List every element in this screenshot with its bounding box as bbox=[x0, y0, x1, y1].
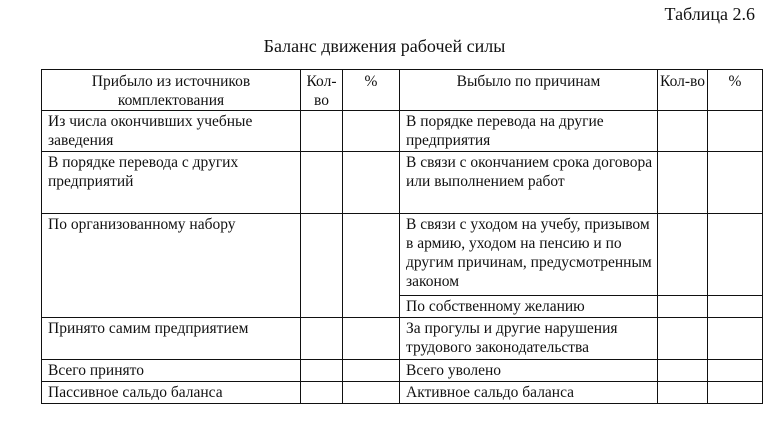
table-row bbox=[42, 382, 763, 404]
cell-empty bbox=[658, 296, 708, 318]
cell-empty bbox=[301, 382, 343, 404]
cell-empty bbox=[301, 152, 343, 214]
cell-study-army-pension: В связи с уходом на учебу, призывом в армию, уходом на пенсию и по другим причинам, предусмотренным законом bbox=[400, 214, 658, 296]
cell-total-dismissed: Всего уволено bbox=[400, 360, 658, 382]
cell-empty bbox=[708, 111, 763, 152]
cell-empty bbox=[658, 111, 708, 152]
cell-passive-balance: Пассивное сальдо баланса bbox=[42, 382, 301, 404]
table-row bbox=[42, 111, 763, 152]
table-row bbox=[42, 152, 763, 214]
cell-empty bbox=[301, 214, 343, 318]
cell-empty bbox=[708, 382, 763, 404]
cell-empty bbox=[658, 318, 708, 360]
cell-empty bbox=[708, 214, 763, 296]
table-title: Баланс движения рабочей силы bbox=[263, 36, 506, 56]
cell-empty bbox=[658, 214, 708, 296]
cell-empty bbox=[708, 152, 763, 214]
cell-empty bbox=[301, 111, 343, 152]
header-qty: Кол-во bbox=[301, 70, 343, 111]
cell-empty bbox=[658, 360, 708, 382]
cell-total-hired: Всего принято bbox=[42, 360, 301, 382]
cell-empty bbox=[301, 318, 343, 360]
header-percent-2: % bbox=[708, 70, 763, 111]
table-number: Таблица 2.6 bbox=[664, 4, 755, 24]
cell-empty bbox=[343, 360, 400, 382]
cell-absenteeism: За прогулы и другие нарушения трудового законодательства bbox=[400, 318, 658, 360]
cell-empty bbox=[343, 152, 400, 214]
table-row bbox=[42, 360, 763, 382]
cell-own-will: По собственному желанию bbox=[400, 296, 658, 318]
cell-empty bbox=[658, 152, 708, 214]
header-qty-2: Кол-во bbox=[658, 70, 708, 111]
cell-empty bbox=[301, 360, 343, 382]
header-arrived-sources: Прибыло из источников комплектования bbox=[42, 70, 301, 111]
cell-empty bbox=[708, 318, 763, 360]
header-left-reasons: Выбыло по причинам bbox=[400, 70, 658, 111]
cell-organized-recruitment: По организованному набору bbox=[42, 214, 301, 318]
table-row bbox=[42, 214, 763, 296]
header-row bbox=[42, 70, 763, 111]
header-percent: % bbox=[343, 70, 400, 111]
cell-empty bbox=[708, 360, 763, 382]
cell-empty bbox=[708, 296, 763, 318]
cell-hired-by-company: Принято самим предприятием bbox=[42, 318, 301, 360]
workforce-balance-table bbox=[41, 69, 763, 404]
cell-empty bbox=[343, 318, 400, 360]
cell-empty bbox=[343, 382, 400, 404]
cell-transfer-out: В порядке перевода на другие предприятия bbox=[400, 111, 658, 152]
cell-contract-end: В связи с окончанием срока договора или выполнением работ bbox=[400, 152, 658, 214]
cell-empty bbox=[343, 111, 400, 152]
cell-graduates: Из числа окончивших учебные заведения bbox=[42, 111, 301, 152]
table-row bbox=[42, 318, 763, 360]
cell-empty bbox=[343, 214, 400, 318]
cell-active-balance: Активное сальдо баланса bbox=[400, 382, 658, 404]
cell-empty bbox=[658, 382, 708, 404]
cell-transfer-in: В порядке перевода с других предприятий bbox=[42, 152, 301, 214]
